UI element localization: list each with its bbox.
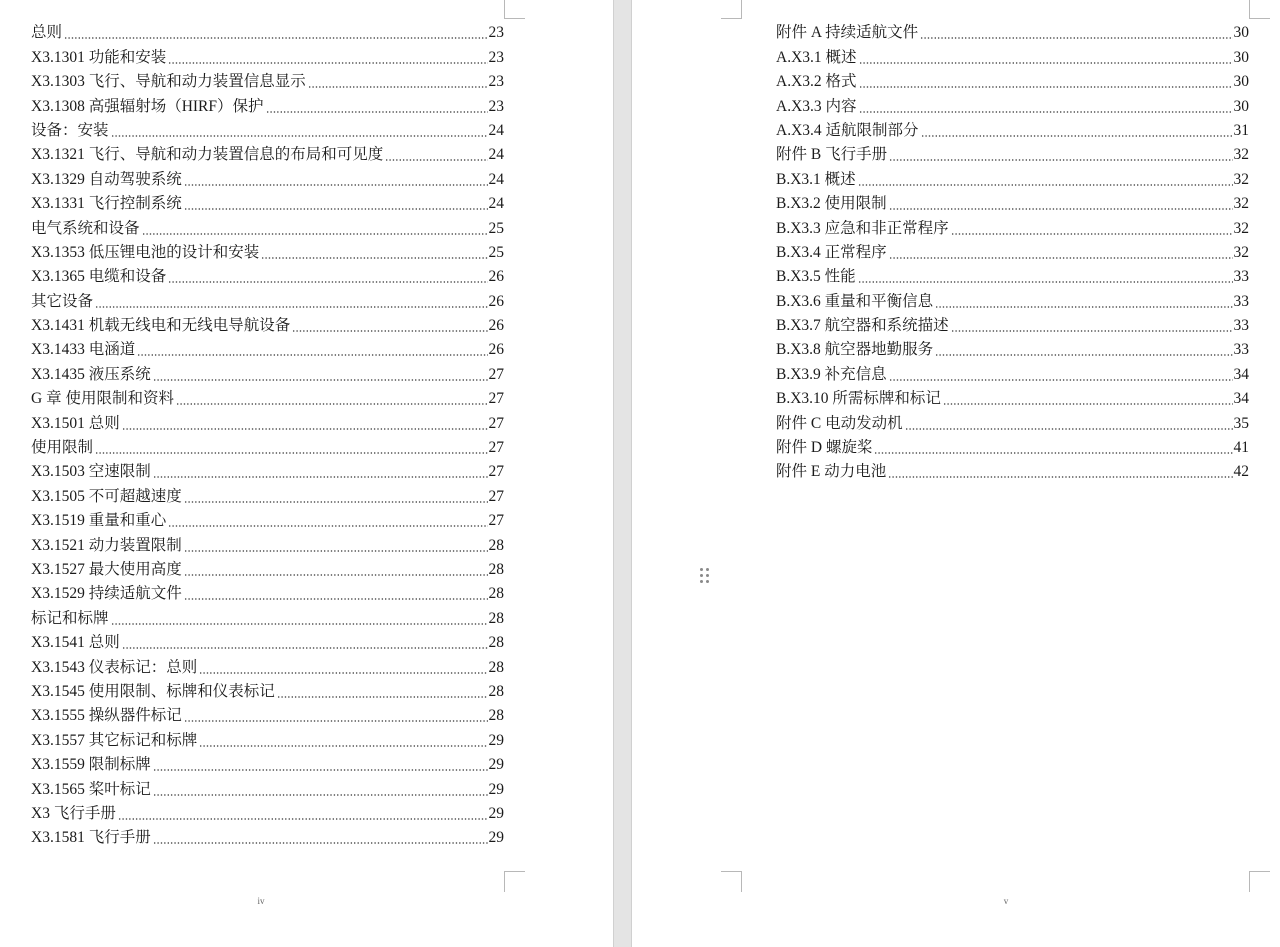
toc-entry-page-number: 24 [488, 121, 504, 139]
toc-entry-page-number: 24 [488, 146, 504, 164]
toc-entry-title: X3.1543 仪表标记：总则 [31, 658, 198, 676]
toc-entry-page-number: 23 [488, 24, 504, 42]
toc-entry-page-number: 27 [488, 463, 504, 481]
toc-entry-title: B.X3.6 重量和平衡信息 [776, 292, 934, 310]
toc-dot-leader [95, 306, 487, 308]
toc-entry-page-number: 35 [1233, 414, 1249, 432]
toc-entry[interactable] [776, 263, 1249, 287]
toc-entry[interactable] [31, 263, 504, 287]
toc-entry-title: A.X3.1 概述 [776, 48, 857, 66]
toc-entry[interactable] [31, 409, 504, 433]
toc-dot-leader [111, 135, 488, 137]
toc-entry[interactable] [31, 580, 504, 604]
toc-entry-page-number: 28 [488, 536, 504, 554]
toc-entry-title: X3.1555 操纵器件标记 [31, 707, 182, 725]
toc-entry[interactable] [31, 312, 504, 336]
toc-entry-page-number: 32 [1233, 219, 1249, 237]
toc-entry-page-number: 27 [488, 390, 504, 408]
page-number: iv [257, 896, 265, 906]
toc-entry-title: 标记和标牌 [31, 609, 109, 627]
toc-entry-title: X3.1521 动力装置限制 [31, 536, 182, 554]
toc-entry-title: 附件 B 飞行手册 [776, 146, 888, 164]
toc-entry[interactable] [31, 556, 504, 580]
toc-entry-title: X3.1559 限制标牌 [31, 756, 151, 774]
crop-mark-top-right [1249, 0, 1270, 19]
toc-dot-leader [176, 403, 488, 405]
toc-entry-title: X3.1331 飞行控制系统 [31, 195, 182, 213]
toc-dot-leader [111, 623, 488, 625]
toc-entry-page-number: 27 [488, 365, 504, 383]
toc-dot-leader [308, 86, 488, 88]
toc-dot-leader [889, 159, 1232, 161]
toc-entry[interactable] [776, 409, 1249, 433]
toc-entry-page-number: 29 [488, 756, 504, 774]
toc-dot-leader [118, 818, 488, 820]
toc-entry-title: B.X3.2 使用限制 [776, 195, 887, 213]
toc-entry-title: A.X3.3 内容 [776, 97, 857, 115]
toc-entry-page-number: 27 [488, 512, 504, 530]
toc-entry-page-number: 25 [488, 219, 504, 237]
toc-entry-page-number: 30 [1233, 97, 1249, 115]
toc-entry[interactable] [776, 360, 1249, 384]
toc-entry-title: X3.1353 低压锂电池的设计和安装 [31, 243, 260, 261]
toc-entry-title: B.X3.1 概述 [776, 170, 856, 188]
toc-entry-page-number: 26 [488, 317, 504, 335]
toc-list-left [31, 19, 504, 848]
toc-dot-leader [921, 135, 1233, 137]
toc-entry-page-number: 42 [1233, 463, 1249, 481]
crop-mark-top-left [721, 0, 742, 19]
toc-entry[interactable] [31, 287, 504, 311]
toc-entry[interactable] [776, 165, 1249, 189]
toc-dot-leader [137, 354, 487, 356]
toc-entry[interactable] [776, 43, 1249, 67]
toc-entry[interactable] [31, 360, 504, 384]
toc-entry-title: X3.1365 电缆和设备 [31, 268, 167, 286]
toc-dot-leader [153, 794, 488, 796]
toc-entry[interactable] [31, 629, 504, 653]
toc-entry[interactable] [31, 726, 504, 750]
toc-entry-title: 附件 A 持续适航文件 [776, 24, 919, 42]
toc-entry[interactable] [31, 458, 504, 482]
toc-entry-title: X3.1519 重量和重心 [31, 512, 167, 530]
document-page-right [632, 0, 1280, 947]
toc-entry[interactable] [31, 702, 504, 726]
toc-entry-title: X3.1565 桨叶标记 [31, 780, 151, 798]
toc-entry-page-number: 29 [488, 829, 504, 847]
toc-dot-leader [889, 379, 1233, 381]
toc-entry-page-number: 23 [488, 48, 504, 66]
toc-dot-leader [951, 330, 1233, 332]
toc-entry-title: X3.1308 高强辐射场（HIRF）保护 [31, 97, 264, 115]
toc-dot-leader [888, 476, 1232, 478]
toc-entry-page-number: 24 [488, 195, 504, 213]
toc-entry[interactable] [31, 604, 504, 628]
toc-entry-page-number: 28 [488, 658, 504, 676]
toc-entry-page-number: 25 [488, 243, 504, 261]
toc-entry-page-number: 28 [488, 707, 504, 725]
toc-entry[interactable] [776, 19, 1249, 43]
toc-entry-page-number: 28 [488, 634, 504, 652]
toc-entry-title: B.X3.5 性能 [776, 268, 856, 286]
toc-dot-leader [292, 330, 487, 332]
toc-entry[interactable] [31, 800, 504, 824]
toc-dot-leader [199, 745, 487, 747]
toc-entry-title: X3.1541 总则 [31, 634, 120, 652]
toc-entry-title: B.X3.8 航空器地勤服务 [776, 341, 934, 359]
toc-entry-page-number: 26 [488, 341, 504, 359]
crop-mark-bottom-right [1249, 871, 1270, 892]
toc-entry-page-number: 32 [1233, 243, 1249, 261]
toc-entry-page-number: 34 [1233, 365, 1249, 383]
toc-entry-title: X3.1529 持续适航文件 [31, 585, 182, 603]
toc-dot-leader [920, 37, 1232, 39]
toc-dot-leader [858, 184, 1233, 186]
toc-entry-title: X3 飞行手册 [31, 804, 116, 822]
toc-dot-leader [184, 720, 488, 722]
toc-entry-page-number: 29 [488, 780, 504, 798]
toc-entry-page-number: 30 [1233, 73, 1249, 91]
toc-entry-page-number: 33 [1233, 341, 1249, 359]
toc-dot-leader [261, 257, 487, 259]
toc-entry-title: B.X3.10 所需标牌和标记 [776, 390, 941, 408]
toc-entry[interactable] [31, 678, 504, 702]
toc-entry-title: 附件 E 动力电池 [776, 463, 887, 481]
toc-entry-page-number: 30 [1233, 48, 1249, 66]
toc-entry[interactable] [776, 214, 1249, 238]
toc-dot-leader [266, 111, 488, 113]
toc-entry-title: 使用限制 [31, 439, 94, 457]
toc-entry[interactable] [31, 824, 504, 848]
toc-entry[interactable] [31, 19, 504, 43]
toc-entry[interactable] [776, 312, 1249, 336]
toc-dot-leader [874, 452, 1232, 454]
toc-entry[interactable] [31, 653, 504, 677]
toc-entry[interactable] [776, 336, 1249, 360]
toc-dot-leader [153, 476, 488, 478]
toc-entry-page-number: 28 [488, 585, 504, 603]
toc-entry-title: 电气系统和设备 [31, 219, 140, 237]
toc-dot-leader [905, 428, 1233, 430]
toc-dot-leader [168, 281, 487, 283]
crop-mark-bottom-left [721, 871, 742, 892]
toc-dot-leader [889, 257, 1233, 259]
toc-entry-page-number: 32 [1233, 195, 1249, 213]
toc-entry-page-number: 33 [1233, 268, 1249, 286]
toc-entry-title: 设备：安装 [31, 121, 109, 139]
toc-entry-page-number: 28 [488, 609, 504, 627]
toc-entry[interactable] [31, 482, 504, 506]
toc-entry-title: X3.1435 液压系统 [31, 365, 151, 383]
toc-entry[interactable] [31, 434, 504, 458]
toc-entry-page-number: 29 [488, 804, 504, 822]
toc-dot-leader [122, 647, 488, 649]
toc-entry-title: X3.1303 飞行、导航和动力装置信息显示 [31, 73, 306, 91]
toc-list-right [776, 19, 1249, 482]
toc-entry-page-number: 27 [488, 414, 504, 432]
toc-entry-page-number: 28 [488, 560, 504, 578]
toc-entry[interactable] [31, 68, 504, 92]
toc-dot-leader [153, 379, 488, 381]
toc-entry-title: X3.1557 其它标记和标牌 [31, 731, 198, 749]
toc-entry[interactable] [31, 336, 504, 360]
toc-entry[interactable] [776, 434, 1249, 458]
toc-entry-title: 附件 D 螺旋桨 [776, 439, 873, 457]
toc-entry-page-number: 41 [1233, 439, 1249, 457]
toc-entry[interactable] [776, 190, 1249, 214]
toc-entry-page-number: 26 [488, 268, 504, 286]
toc-dot-leader [142, 233, 488, 235]
toc-entry-page-number: 33 [1233, 317, 1249, 335]
toc-entry-page-number: 32 [1233, 170, 1249, 188]
toc-entry[interactable] [31, 190, 504, 214]
toc-entry-title: G 章 使用限制和资料 [31, 390, 174, 408]
toc-dot-leader [943, 403, 1233, 405]
toc-entry-title: B.X3.4 正常程序 [776, 243, 887, 261]
toc-entry[interactable] [776, 287, 1249, 311]
toc-entry-page-number: 28 [488, 682, 504, 700]
toc-dot-leader [184, 598, 488, 600]
toc-dot-leader [951, 233, 1233, 235]
toc-dot-leader [184, 550, 488, 552]
toc-dot-leader [859, 86, 1233, 88]
toc-dot-leader [859, 62, 1233, 64]
toc-entry[interactable] [31, 751, 504, 775]
page-gutter [613, 0, 632, 947]
toc-entry-title: X3.1581 飞行手册 [31, 829, 151, 847]
toc-entry-page-number: 23 [488, 73, 504, 91]
toc-entry[interactable] [776, 92, 1249, 116]
toc-entry[interactable] [776, 458, 1249, 482]
toc-entry[interactable] [776, 141, 1249, 165]
crop-mark-top-right [504, 0, 525, 19]
toc-entry-page-number: 23 [488, 97, 504, 115]
toc-entry-page-number: 26 [488, 292, 504, 310]
toc-entry-title: X3.1527 最大使用高度 [31, 560, 182, 578]
toc-dot-leader [184, 208, 488, 210]
toc-entry-page-number: 34 [1233, 390, 1249, 408]
drag-handle-icon[interactable] [700, 568, 712, 586]
toc-entry[interactable] [776, 385, 1249, 409]
toc-dot-leader [935, 306, 1232, 308]
toc-dot-leader [168, 62, 487, 64]
toc-entry-title: X3.1433 电涵道 [31, 341, 136, 359]
toc-entry-title: X3.1431 机载无线电和无线电导航设备 [31, 317, 291, 335]
toc-entry[interactable] [31, 43, 504, 67]
toc-entry[interactable] [776, 239, 1249, 263]
toc-dot-leader [184, 184, 488, 186]
toc-entry[interactable] [31, 214, 504, 238]
toc-entry[interactable] [31, 141, 504, 165]
toc-entry-title: 总则 [31, 24, 63, 42]
toc-entry-title: B.X3.7 航空器和系统描述 [776, 317, 949, 335]
toc-entry-page-number: 31 [1233, 121, 1249, 139]
toc-entry-page-number: 33 [1233, 292, 1249, 310]
toc-entry-title: A.X3.2 格式 [776, 73, 857, 91]
toc-dot-leader [935, 354, 1232, 356]
toc-entry-title: X3.1301 功能和安装 [31, 48, 167, 66]
toc-entry[interactable] [776, 117, 1249, 141]
toc-entry-title: X3.1501 总则 [31, 414, 120, 432]
toc-dot-leader [385, 159, 487, 161]
toc-dot-leader [184, 574, 488, 576]
toc-entry[interactable] [31, 117, 504, 141]
toc-entry[interactable] [776, 68, 1249, 92]
toc-entry[interactable] [31, 507, 504, 531]
document-page-left [0, 0, 613, 947]
toc-entry-page-number: 29 [488, 731, 504, 749]
toc-dot-leader [168, 525, 487, 527]
toc-dot-leader [64, 37, 487, 39]
toc-dot-leader [153, 842, 488, 844]
toc-entry-page-number: 30 [1233, 24, 1249, 42]
toc-entry-page-number: 24 [488, 170, 504, 188]
toc-entry-title: X3.1505 不可超越速度 [31, 487, 182, 505]
toc-dot-leader [122, 428, 488, 430]
toc-dot-leader [858, 281, 1233, 283]
toc-entry-title: 附件 C 电动发动机 [776, 414, 903, 432]
page-number: v [1003, 896, 1009, 906]
toc-entry-title: A.X3.4 适航限制部分 [776, 121, 919, 139]
toc-entry[interactable] [31, 385, 504, 409]
toc-dot-leader [184, 501, 488, 503]
toc-entry-title: X3.1503 空速限制 [31, 463, 151, 481]
toc-dot-leader [859, 111, 1233, 113]
toc-entry-title: X3.1545 使用限制、标牌和仪表标记 [31, 682, 275, 700]
toc-dot-leader [153, 769, 488, 771]
toc-dot-leader [95, 452, 487, 454]
toc-entry-title: X3.1329 自动驾驶系统 [31, 170, 182, 188]
toc-dot-leader [277, 696, 488, 698]
toc-entry[interactable] [31, 531, 504, 555]
toc-entry[interactable] [31, 92, 504, 116]
toc-entry-title: 其它设备 [31, 292, 94, 310]
toc-entry[interactable] [31, 775, 504, 799]
toc-entry-title: B.X3.9 补充信息 [776, 365, 887, 383]
toc-entry-title: B.X3.3 应急和非正常程序 [776, 219, 949, 237]
toc-entry-page-number: 32 [1233, 146, 1249, 164]
toc-dot-leader [889, 208, 1233, 210]
toc-dot-leader [199, 672, 487, 674]
toc-entry-page-number: 27 [488, 487, 504, 505]
crop-mark-bottom-right [504, 871, 525, 892]
toc-entry-title: X3.1321 飞行、导航和动力装置信息的布局和可见度 [31, 146, 384, 164]
toc-entry-page-number: 27 [488, 439, 504, 457]
toc-entry[interactable] [31, 165, 504, 189]
toc-entry[interactable] [31, 239, 504, 263]
